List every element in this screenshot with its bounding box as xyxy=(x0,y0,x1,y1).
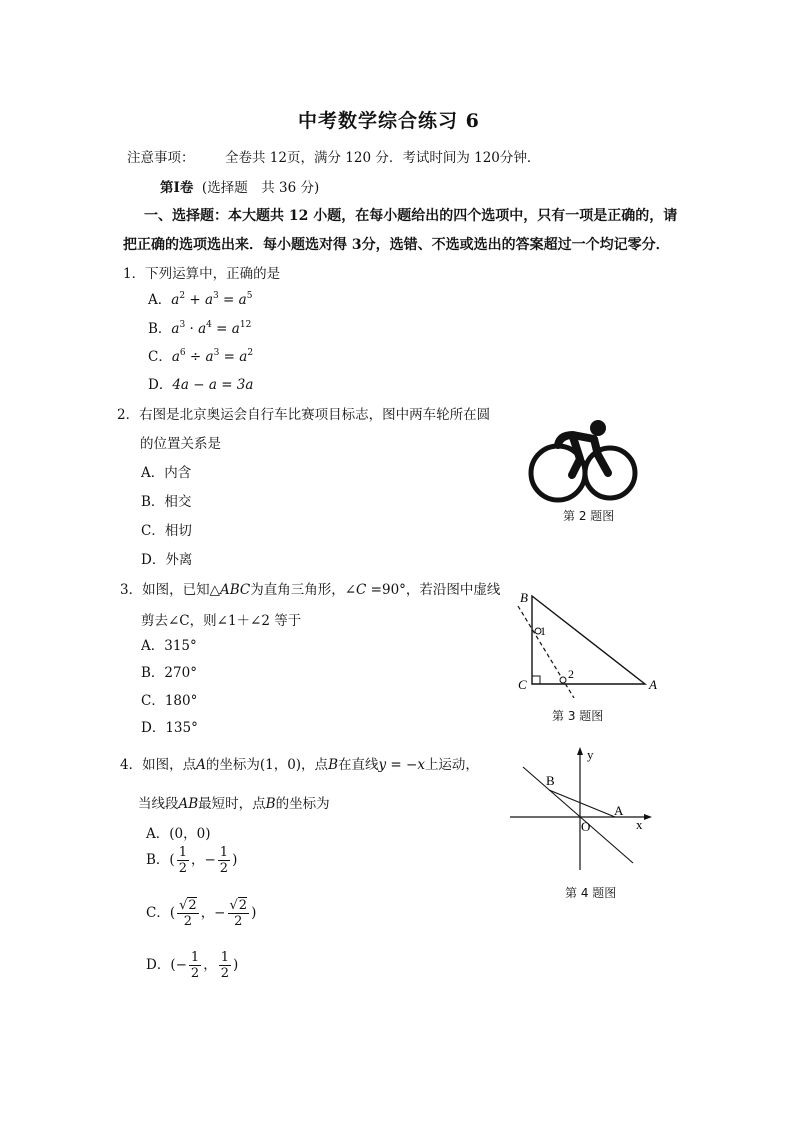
q2-figure-caption: 第 2 题图 xyxy=(563,509,615,523)
bicycle-logo-icon xyxy=(528,415,640,505)
q3-option-b: B．270° xyxy=(141,665,197,681)
instructions-line2: 把正确的选项选出来．每小题选对得 3分，选错、不选或选出的答案超过一个均记零分． xyxy=(123,237,670,253)
section-header xyxy=(160,176,319,196)
q2-stem-line2: 的位置关系是 xyxy=(140,436,221,452)
q3-option-d: D．135° xyxy=(141,720,198,736)
q4-option-d: D．(− $\frac{1}{2}$ ， $\frac{1}{2}$ ) xyxy=(146,950,239,981)
q4-axis-x: x xyxy=(636,817,643,832)
q4-stem-line1: 4．如图，点A的坐标为(1，0)，点B在直线y = −x上运动， xyxy=(120,757,479,773)
q2-stem-line1: 2．右图是北京奥运会自行车比赛项目标志，图中两车轮所在圆 xyxy=(117,407,491,423)
q3-option-c: C．180° xyxy=(141,693,198,709)
q4-option-c: C．( $\frac{√2}{2}$ ，− $\frac{√2}{2}$ ) xyxy=(146,898,257,929)
notice-label: 注意事项： xyxy=(127,150,195,166)
q4-label-o: O xyxy=(581,819,591,834)
q3-stem-line1: 3．如图，已知△ABC为直角三角形，∠C =90°，若沿图中虚线 xyxy=(120,582,501,598)
page-title: 中考数学综合练习 6 xyxy=(298,110,480,132)
q1-option-c: C．$a^6 \div a^3 = a^2$ xyxy=(148,348,254,365)
q3-figure-caption: 第 3 题图 xyxy=(552,709,604,723)
q2-option-d: D．外离 xyxy=(141,552,193,568)
q3-label-a: A xyxy=(649,677,657,692)
q3-label-b: B xyxy=(520,590,528,605)
q3-triangle-figure xyxy=(510,588,670,698)
notice-text: 全卷共 12页，满分 120 分．考试时间为 120分钟． xyxy=(225,150,541,166)
q1-option-d: D．4a − a = 3a xyxy=(148,377,254,393)
q4-option-b: B．( $\frac{1}{2}$ ，− $\frac{1}{2}$ ) xyxy=(146,845,238,876)
instructions-line1: 一、选择题：本大题共 12 小题，在每小题给出的四个选项中，只有一项是正确的，请 xyxy=(144,208,678,224)
q4-stem-line2: 当线段AB最短时，点B的坐标为 xyxy=(138,796,330,812)
q3-angle-1: 1 xyxy=(540,624,546,638)
q1-option-a: A．$a^2 + a^3 = a^5$ xyxy=(148,291,253,308)
q3-label-c: C xyxy=(518,677,527,692)
q3-option-a: A．315° xyxy=(141,638,197,654)
q3-stem-line2: 剪去∠C，则∠1＋∠2 等于 xyxy=(141,613,302,629)
q4-figure-caption: 第 4 题图 xyxy=(565,886,617,900)
q3-angle-2: 2 xyxy=(568,667,574,681)
q2-option-b: B．相交 xyxy=(141,494,192,510)
q1-option-b: B．$a^3 \cdot a^4 = a^{12}$ xyxy=(148,320,252,337)
q4-axis-y: y xyxy=(587,747,594,762)
q4-label-a: A xyxy=(614,803,624,818)
q4-coordinate-figure xyxy=(505,745,655,875)
q2-option-c: C．相切 xyxy=(141,523,192,539)
q4-option-a: A．(0，0) xyxy=(146,826,211,842)
section-sub: (选择题 共 36 分) xyxy=(201,180,320,196)
q4-label-b: B xyxy=(546,773,555,788)
section-label: 第Ⅰ卷 xyxy=(160,180,194,196)
q2-option-a: A．内含 xyxy=(141,465,192,481)
q1-stem: 1．下列运算中，正确的是 xyxy=(123,266,281,282)
